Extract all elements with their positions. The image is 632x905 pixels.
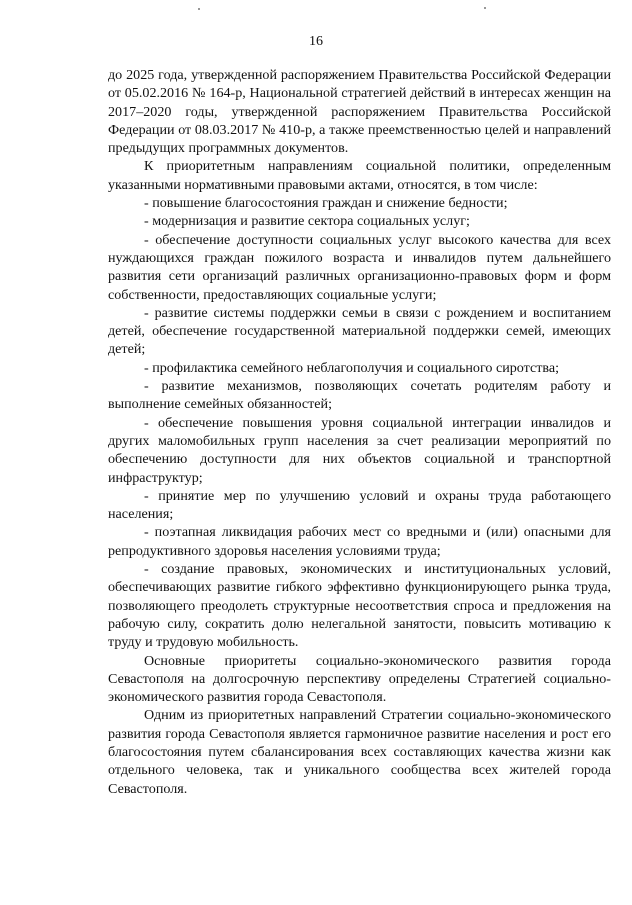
final-paragraph: Одним из приоритетных направлений Стратегии социально-экономического развития города Севастополя является гармоничное развитие населения и рост его благосостояния путем сбалансирования всех составляющих качества жизни как отдельного человека, так и уникального сообщества всех жителей города Севастополя. <box>108 707 611 797</box>
priorities-paragraph: Основные приоритеты социально-экономического развития города Севастополя на долгосрочную перспективу определены Стратегией социально-экономического развития города Севастополя. <box>108 652 611 706</box>
lead-paragraph: К приоритетным направлениям социальной политики, определенным указанными нормативными правовыми актами, относятся, в том числе: <box>108 158 611 193</box>
scan-speck <box>484 7 486 9</box>
list-item: - профилактика семейного неблагополучия и социального сиротства; <box>144 359 560 376</box>
list-item: - модернизация и развитие сектора социальных услуг; <box>144 213 470 230</box>
page-number: 16 <box>309 34 323 49</box>
intro-paragraph: до 2025 года, утвержденной распоряжением Правительства Российской Федерации от 05.02.2016 № 164-р, Национальной стратегией действий в интересах женщин на 2017–2020 годы, утвержденной распоряжением Правительства Российской Федерации от 08.03.2017 № 410-р, а также преемственностью целей и направлений предыдущих программных документов. <box>108 67 611 157</box>
list-item: - развитие механизмов, позволяющих сочетать родителям работу и выполнение семейных обязанностей; <box>108 378 611 413</box>
list-item: - обеспечение доступности социальных услуг высокого качества для всех нуждающихся граждан пожилого возраста и инвалидов путем дальнейшего развития сети организаций различных организационно-правовых форм и форм собственности, предоставляющих социальные услуги; <box>108 231 611 303</box>
list-item: - создание правовых, экономических и институциональных условий, обеспечивающих развитие гибкого эффективно функционирующего рынка труда, позволяющего преодолеть структурные несоответствия спроса и предложения на рабочую силу, сократить долю нелегальной занятости, повысить мотивацию к труду и трудовую мобильность. <box>108 561 611 651</box>
list-item: - принятие мер по улучшению условий и охраны труда работающего населения; <box>108 487 611 523</box>
list-item: - повышение благосостояния граждан и снижение бедности; <box>144 195 508 212</box>
document-body <box>108 66 611 798</box>
list-item: - обеспечение повышения уровня социальной интеграции инвалидов и других маломобильных групп населения за счет реализации мероприятий по обеспечению доступности для них объектов социальной и транспортной инфраструктур; <box>108 414 611 486</box>
scan-speck <box>198 8 200 10</box>
list-item: - поэтапная ликвидация рабочих мест со вредными и (или) опасными для репродуктивного здоровья населения условиями труда; <box>108 524 611 559</box>
list-item: - развитие системы поддержки семьи в связи с рождением и воспитанием детей, обеспечение государственной материальной поддержки семей, имеющих детей; <box>108 304 611 358</box>
